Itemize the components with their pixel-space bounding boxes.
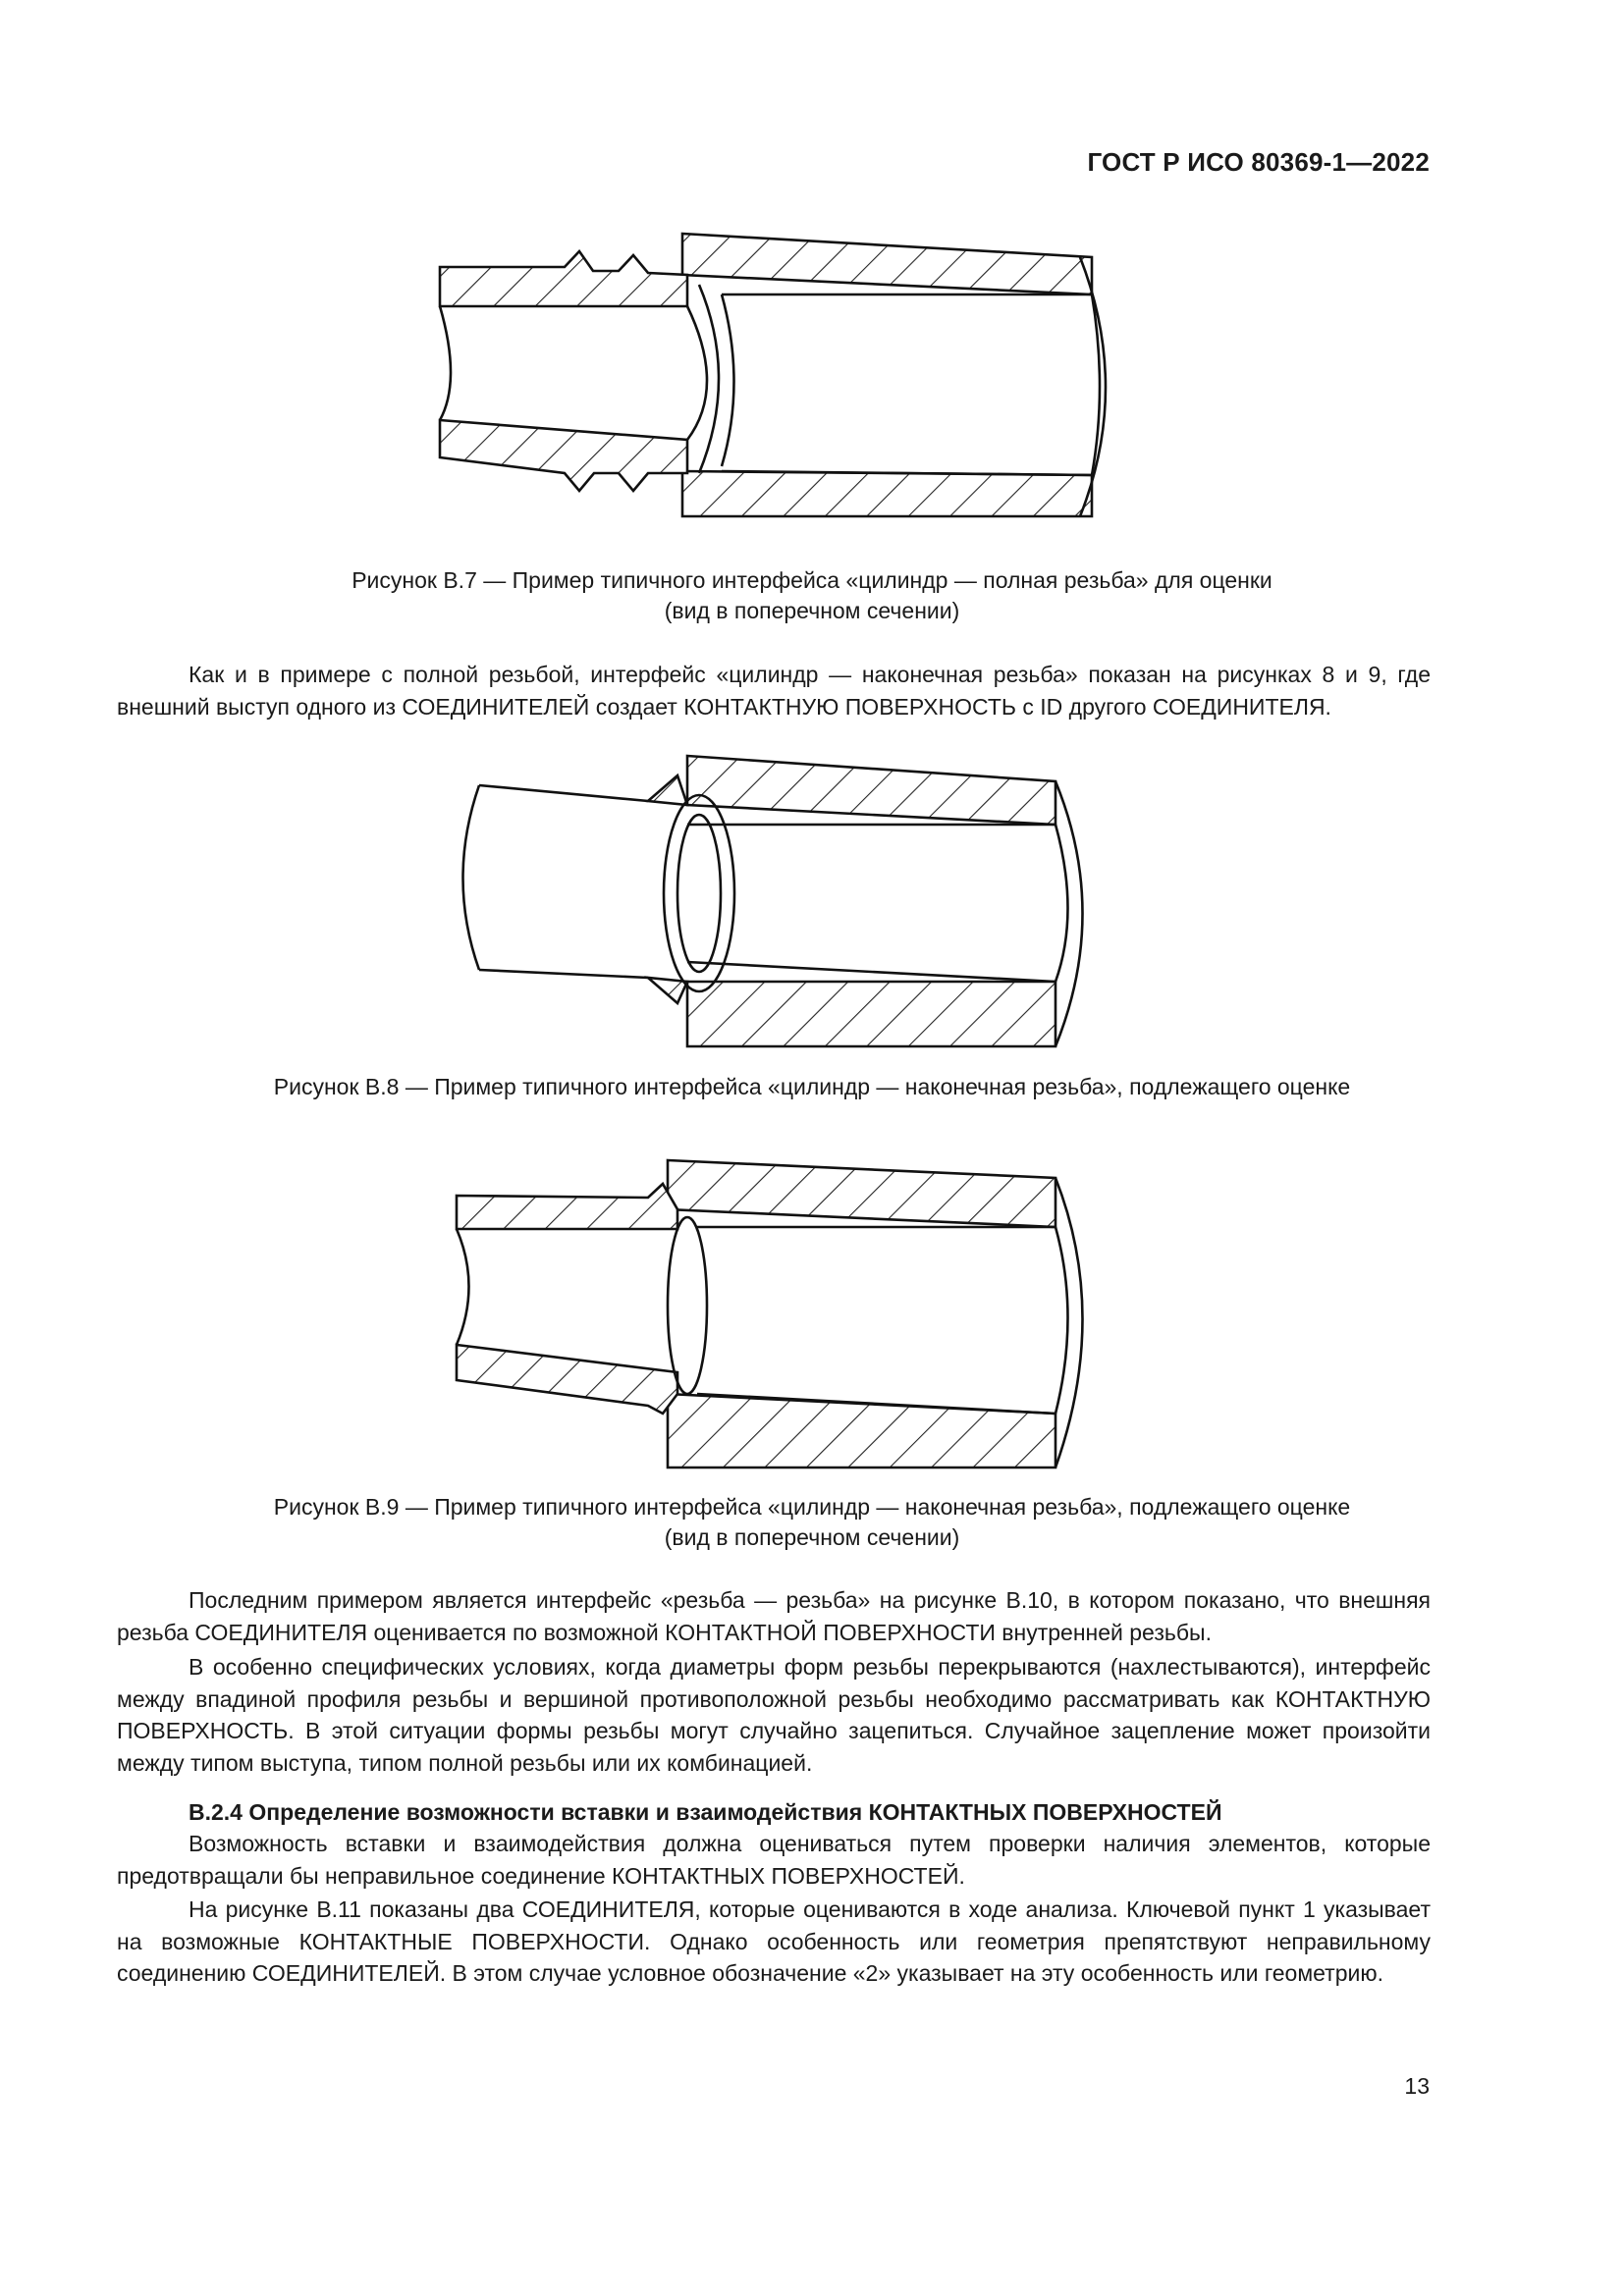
- figure-b8-caption-line1: Рисунок В.8 — Пример типичного интерфейса «цилиндр — наконечная резьба», подлежащего оценке: [273, 1074, 1351, 1099]
- figure-b9-caption: [0, 1492, 1624, 1553]
- paragraph-5: На рисунке В.11 показаны два СОЕДИНИТЕЛЯ, которые оцениваются в ходе анализа. Ключевой пункт 1 указывает на возможные КОНТАКТНЫЕ ПОВЕРХНОСТИ. Однако особенность или геометрия препятствуют неправильному соединению СОЕДИНИТЕЛЕЙ. В этом случае условное обозначение «2» указывает на эту особенность или геометрию.: [117, 1896, 1431, 1986]
- figure-b7-caption: [0, 565, 1624, 626]
- paragraph-3: В особенно специфических условиях, когда диаметры форм резьбы перекрываются (нахлестываются), интерфейс между впадиной профиля резьбы и вершиной противоположной резьбы необходимо рассматривать как КОНТАКТНУЮ ПОВЕРХНОСТЬ. В этой ситуации формы резьбы могут случайно зацепиться. Случайное зацепление может произойти между типом выступа, типом полной резьбы или их комбинацией.: [117, 1654, 1431, 1776]
- figure-b7-caption-line2: (вид в поперечном сечении): [664, 598, 960, 623]
- figure-b9-caption-line1: Рисунок В.9 — Пример типичного интерфейса «цилиндр — наконечная резьба», подлежащего оценке: [273, 1494, 1351, 1520]
- figure-b9-drawing: [0, 1148, 1624, 1482]
- section-title-b24: В.2.4 Определение возможности вставки и взаимодействия КОНТАКТНЫХ ПОВЕРХНОСТЕЙ: [189, 1799, 1222, 1825]
- figure-b9-caption-line2: (вид в поперечном сечении): [664, 1524, 960, 1550]
- figure-b8-drawing: [0, 746, 1624, 1060]
- paragraph-2: Последним примером является интерфейс «резьба — резьба» на рисунке В.10, в котором показано, что внешняя резьба СОЕДИНИТЕЛЯ оценивается по возможной КОНТАКТНОЙ ПОВЕРХНОСТИ внутренней резьбы.: [117, 1587, 1431, 1645]
- figure-b7-caption-line1: Рисунок В.7 — Пример типичного интерфейса «цилиндр — полная резьба» для оценки: [352, 567, 1272, 593]
- paragraph-1: Как и в примере с полной резьбой, интерфейс «цилиндр — наконечная резьба» показан на рисунках 8 и 9, где внешний выступ одного из СОЕДИНИТЕЛЕЙ создает КОНТАКТНУЮ ПОВЕРХНОСТЬ с ID другого СОЕДИНИТЕЛЯ.: [117, 662, 1431, 720]
- page-number: 13: [1404, 2073, 1430, 2099]
- figure-b8-caption: [0, 1072, 1624, 1102]
- document-header: ГОСТ Р ИСО 80369-1—2022: [1087, 147, 1430, 177]
- figure-b7-drawing: [0, 216, 1624, 540]
- paragraph-4: Возможность вставки и взаимодействия должна оцениваться путем проверки наличия элементов, которые предотвращали бы неправильное соединение КОНТАКТНЫХ ПОВЕРХНОСТЕЙ.: [117, 1831, 1431, 1889]
